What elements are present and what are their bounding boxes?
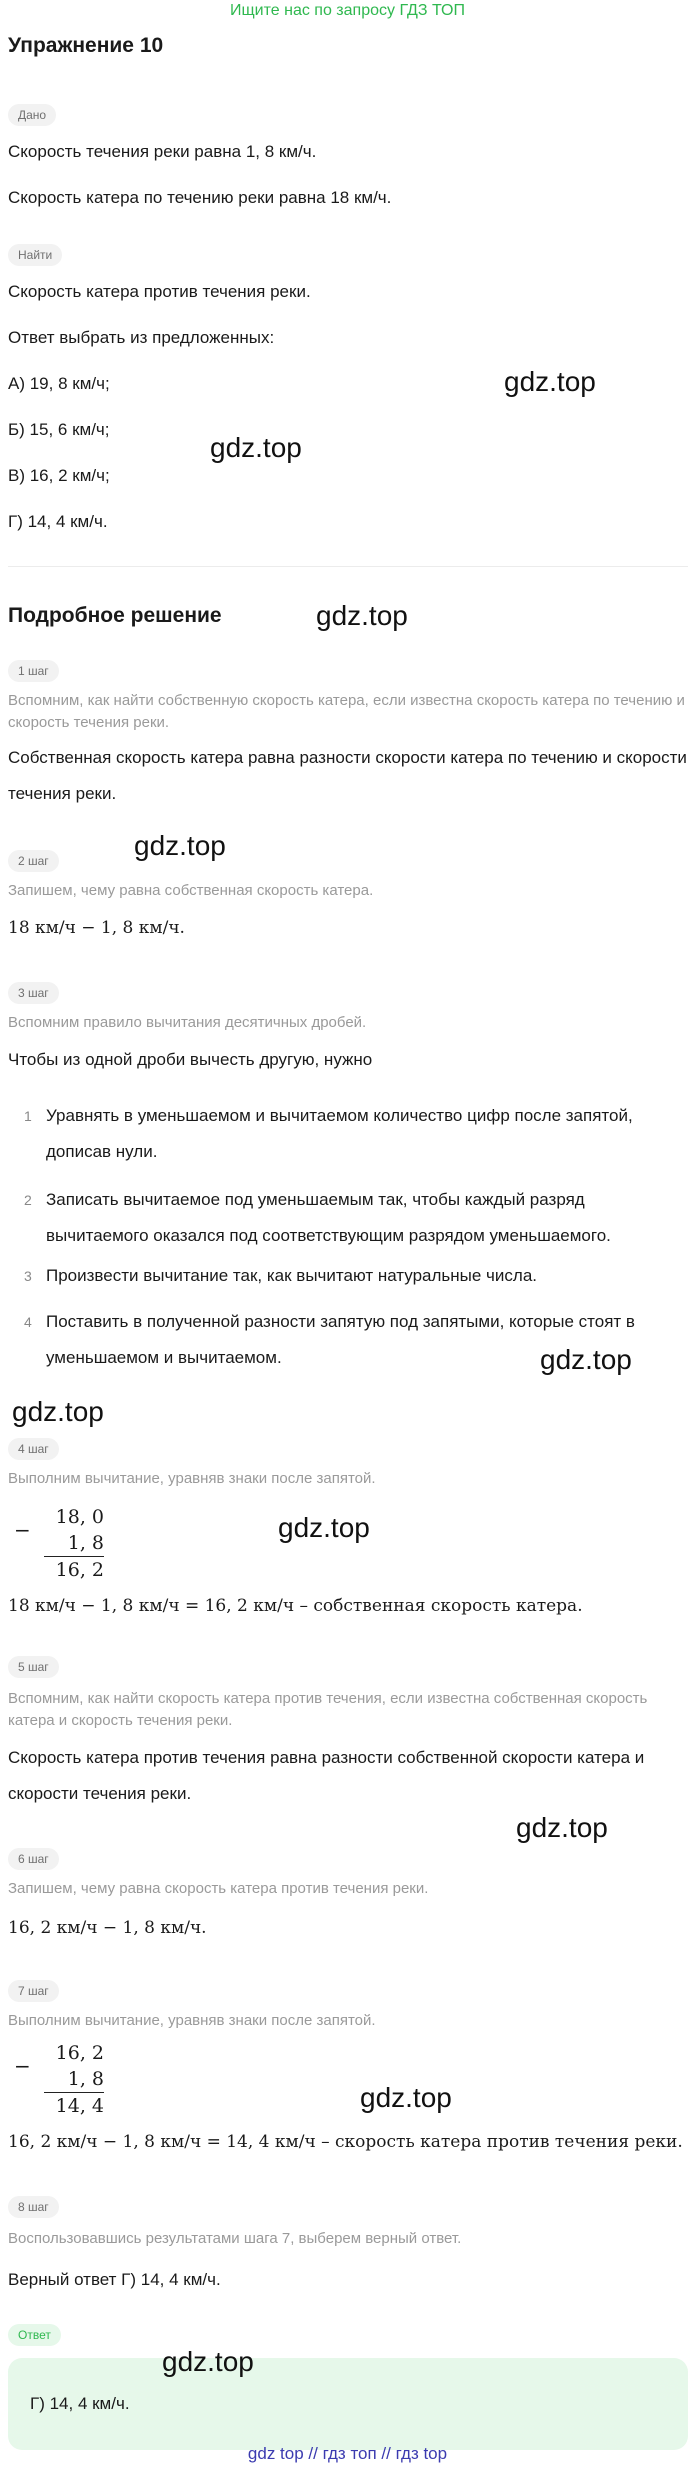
- watermark: gdz.top: [12, 1396, 104, 1427]
- watermark: gdz.top: [504, 366, 596, 397]
- subtrahend: 1, 8: [44, 2066, 104, 2093]
- answer-text: Г) 14, 4 км/ч.: [30, 2394, 130, 2413]
- step-3-hint: Вспомним правило вычитания десятичных дробей.: [8, 1014, 367, 1031]
- step-7-hint: Выполним вычитание, уравняв знаки после запятой.: [8, 2012, 376, 2029]
- step-1-badge: 1 шаг: [8, 660, 59, 682]
- step-6-text: 16, 2 км/ч − 1, 8 км/ч.: [8, 1918, 207, 1938]
- page-title: Упражнение 10: [8, 34, 164, 57]
- step-5-hint: Вспомним, как найти скорость катера против течения, если известна собственная скорость катера и скорость течения реки.: [8, 1690, 648, 1729]
- step-8-hint: Воспользовавшись результатами шага 7, выберем верный ответ.: [8, 2230, 462, 2247]
- step-3-text: Чтобы из одной дроби вычесть другую, нужно: [8, 1050, 373, 1069]
- step-2-badge: 2 шаг: [8, 850, 59, 872]
- rule-text: Уравнять в уменьшаемом и вычитаемом количество цифр после запятой, дописав нули.: [46, 1106, 633, 1161]
- find-line-2: Ответ выбрать из предложенных:: [8, 328, 275, 347]
- minuend: 16, 2: [55, 2042, 104, 2064]
- rule-item-2: [24, 1182, 684, 1254]
- option-a: А) 19, 8 км/ч;: [8, 374, 110, 393]
- step-1-text: Собственная скорость катера равна разности скорости катера по течению и скорости течения реки.: [8, 748, 687, 803]
- step-3-badge: 3 шаг: [8, 982, 59, 1004]
- step-1-hint: Вспомним, как найти собственную скорость катера, если известна скорость катера по течению и скорость течения реки.: [8, 692, 685, 731]
- footer-links[interactable]: gdz top // гдз топ // гдз top: [247, 2444, 448, 2463]
- given-line-2: Скорость катера по течению реки равна 18 км/ч.: [8, 188, 392, 207]
- given-badge: Дано: [8, 104, 56, 126]
- watermark: gdz.top: [516, 1812, 608, 1843]
- subtraction-column-2: [14, 2040, 114, 2120]
- find-line-1: Скорость катера против течения реки.: [8, 282, 311, 301]
- step-4-badge: 4 шаг: [8, 1438, 59, 1460]
- step-7-text: 16, 2 км/ч − 1, 8 км/ч = 14, 4 км/ч – скорость катера против течения реки.: [8, 2132, 683, 2152]
- watermark: gdz.top: [162, 2346, 254, 2377]
- given-line-1: Скорость течения реки равна 1, 8 км/ч.: [8, 142, 317, 161]
- step-5-badge: 5 шаг: [8, 1656, 59, 1678]
- minus-sign: −: [14, 1518, 31, 1542]
- watermark: gdz.top: [360, 2082, 452, 2113]
- divider: [8, 566, 688, 567]
- watermark: gdz.top: [134, 830, 226, 861]
- option-b: Б) 15, 6 км/ч;: [8, 420, 110, 439]
- watermark: gdz.top: [540, 1344, 632, 1375]
- subtraction-column-1: [14, 1504, 114, 1584]
- minuend: 18, 0: [55, 1506, 104, 1528]
- answer-box: [8, 2358, 688, 2450]
- find-badge: Найти: [8, 244, 62, 266]
- option-g: Г) 14, 4 км/ч.: [8, 512, 108, 531]
- rule-text: Произвести вычитание так, как вычитают натуральные числа.: [46, 1266, 538, 1285]
- step-2-text: 18 км/ч − 1, 8 км/ч.: [8, 918, 185, 938]
- step-8-text: Верный ответ Г) 14, 4 км/ч.: [8, 2270, 221, 2289]
- step-6-hint: Запишем, чему равна скорость катера против течения реки.: [8, 1880, 429, 1897]
- minus-sign: −: [14, 2054, 31, 2078]
- search-hint-link[interactable]: Ищите нас по запросу ГДЗ ТОП: [230, 2, 465, 19]
- rule-text: Поставить в полученной разности запятую под запятыми, которые стоят в уменьшаемом и вычитаемом.: [46, 1312, 635, 1367]
- watermark: gdz.top: [210, 432, 302, 463]
- step-6-badge: 6 шаг: [8, 1848, 59, 1870]
- rule-number: 3: [24, 1268, 32, 1284]
- rule-number: 2: [24, 1192, 32, 1208]
- watermark: gdz.top: [278, 1512, 370, 1543]
- option-v: В) 16, 2 км/ч;: [8, 466, 110, 485]
- solution-title: Подробное решение: [8, 604, 222, 627]
- step-8-badge: 8 шаг: [8, 2196, 59, 2218]
- step-7-badge: 7 шаг: [8, 1980, 59, 2002]
- answer-badge: Ответ: [8, 2324, 61, 2346]
- rule-number: 1: [24, 1108, 32, 1124]
- rule-number: 4: [24, 1314, 32, 1330]
- rule-item-1: [24, 1098, 684, 1170]
- step-2-hint: Запишем, чему равна собственная скорость катера.: [8, 882, 374, 899]
- watermark: gdz.top: [316, 600, 408, 631]
- difference: 14, 4: [55, 2095, 104, 2117]
- rule-text: Записать вычитаемое под уменьшаемым так, чтобы каждый разряд вычитаемого оказался под соответствующим разрядом уменьшаемого.: [46, 1190, 611, 1245]
- step-5-text: Скорость катера против течения равна разности собственной скорости катера и скорости течения реки.: [8, 1748, 645, 1803]
- step-4-hint: Выполним вычитание, уравняв знаки после запятой.: [8, 1470, 376, 1487]
- rule-item-3: [24, 1258, 684, 1294]
- subtrahend: 1, 8: [44, 1530, 104, 1557]
- step-4-text: 18 км/ч − 1, 8 км/ч = 16, 2 км/ч – собственная скорость катера.: [8, 1596, 583, 1616]
- difference: 16, 2: [55, 1559, 104, 1581]
